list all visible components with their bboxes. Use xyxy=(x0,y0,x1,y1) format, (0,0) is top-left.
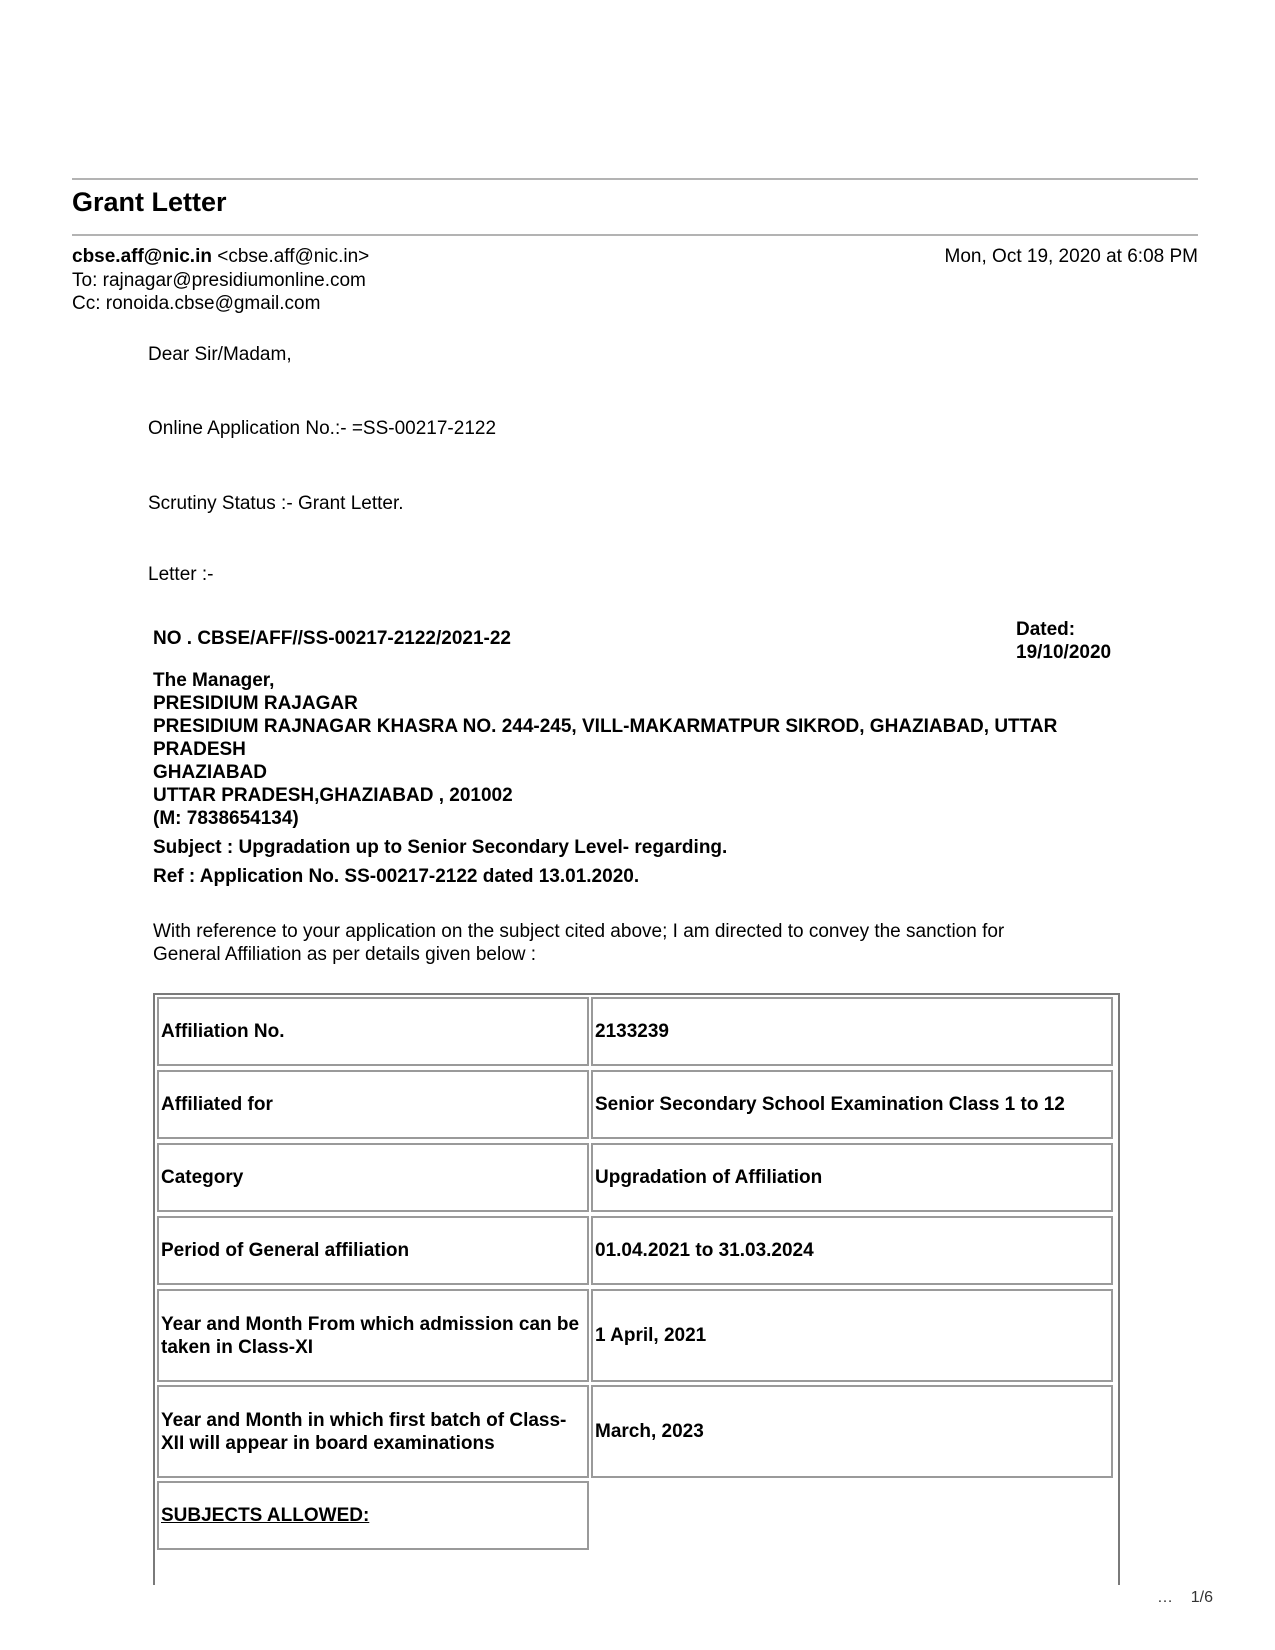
email-datetime: Mon, Oct 19, 2020 at 6:08 PM xyxy=(944,246,1198,267)
address-line: GHAZIABAD xyxy=(153,762,267,783)
letter-ref: Ref : Application No. SS-00217-2122 dated 13.01.2020. xyxy=(153,866,640,887)
greeting: Dear Sir/Madam, xyxy=(148,344,292,365)
application-number: Online Application No.:- =SS-00217-2122 xyxy=(148,418,497,439)
table-cell-value: Senior Secondary School Examination Class 1 to 12 xyxy=(591,1070,1113,1139)
table-cell-value: 1 April, 2021 xyxy=(591,1289,1113,1382)
table-cell-label: Year and Month in which first batch of Class-XII will appear in board examinations xyxy=(157,1385,589,1478)
address-line: The Manager, xyxy=(153,670,275,691)
table-cell-value: Upgradation of Affiliation xyxy=(591,1143,1113,1212)
cc-recipient: Cc: ronoida.cbse@gmail.com xyxy=(72,293,321,314)
dated-value: 19/10/2020 xyxy=(1016,642,1112,663)
table-cell-label: Affiliation No. xyxy=(157,997,589,1066)
page-number: 1/6 xyxy=(1190,1589,1213,1606)
recipient-address xyxy=(153,669,1123,888)
ellipsis: … xyxy=(1156,1589,1173,1606)
table-cell-label: Affiliated for xyxy=(157,1070,589,1139)
table-cell-value: 2133239 xyxy=(591,997,1113,1066)
letter-subject: Subject : Upgradation up to Senior Secondary Level- regarding. xyxy=(153,837,728,858)
table-cell-label: Period of General affiliation xyxy=(157,1216,589,1285)
address-line: PRESIDIUM RAJAGAR xyxy=(153,693,358,714)
page-indicator xyxy=(1157,1589,1213,1607)
intro-paragraph: With reference to your application on the subject cited above; I am directed to convey the sanction for General Affiliation as per details given below : xyxy=(153,921,1005,965)
sender xyxy=(72,246,369,268)
scrutiny-status: Scrutiny Status :- Grant Letter. xyxy=(148,493,404,514)
table-cell-value: March, 2023 xyxy=(591,1385,1113,1478)
table-cell-label: Category xyxy=(157,1143,589,1212)
header-divider xyxy=(72,234,1198,236)
to-recipient: To: rajnagar@presidiumonline.com xyxy=(72,270,366,291)
address-line: UTTAR PRADESH,GHAZIABAD , 201002 xyxy=(153,785,513,806)
sender-name: cbse.aff@nic.in xyxy=(72,246,212,267)
email-subject-title: Grant Letter xyxy=(72,187,227,217)
address-line: (M: 7838654134) xyxy=(153,808,299,829)
letter-dated xyxy=(1016,618,1111,664)
dated-label: Dated: xyxy=(1016,619,1076,640)
letter-number: NO . CBSE/AFF//SS-00217-2122/2021-22 xyxy=(153,628,512,649)
top-divider xyxy=(72,178,1198,180)
table-cell-value: 01.04.2021 to 31.03.2024 xyxy=(591,1216,1113,1285)
address-line: PRESIDIUM RAJNAGAR KHASRA NO. 244-245, VILL-MAKARMATPUR SIKROD, GHAZIABAD, UTTAR PRADESH xyxy=(153,716,1058,760)
table-cell-label: Year and Month From which admission can be taken in Class-XI xyxy=(157,1289,589,1382)
letter-label: Letter :- xyxy=(148,564,214,585)
subjects-allowed-label: SUBJECTS ALLOWED: xyxy=(161,1505,370,1526)
sender-address: <cbse.aff@nic.in> xyxy=(217,246,370,267)
subjects-allowed-heading xyxy=(157,1481,589,1550)
